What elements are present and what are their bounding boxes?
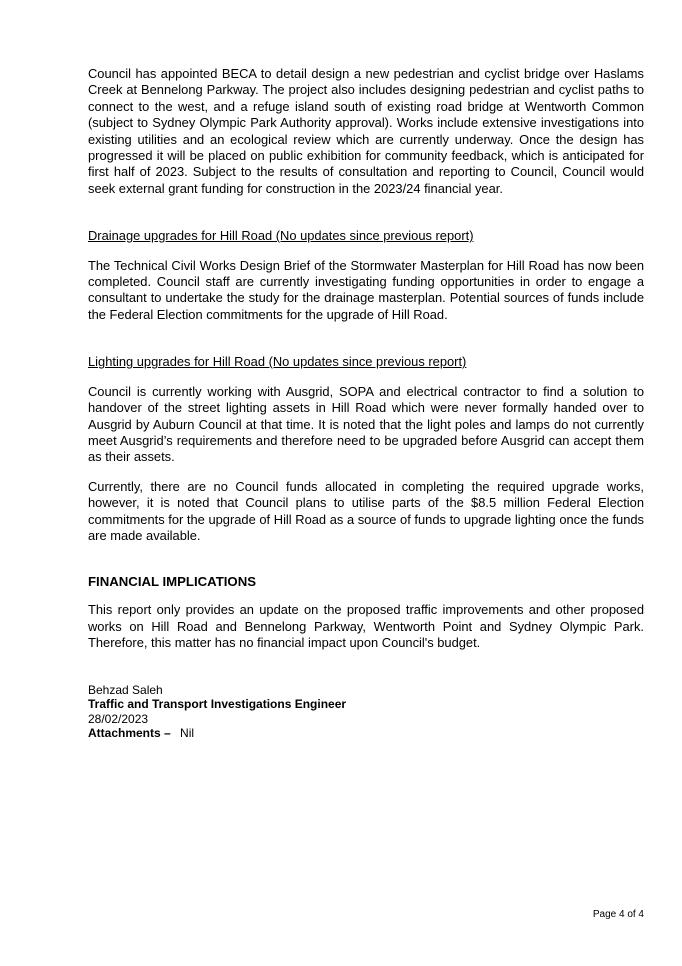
signatory-name: Behzad Saleh <box>88 682 163 697</box>
signature-block <box>88 683 644 741</box>
attachments-value: Nil <box>180 726 195 741</box>
paragraph-drainage: The Technical Civil Works Design Brief of the Stormwater Masterplan for Hill Road has now been completed. Council staff are currently investigating funding opportunities in order to engage a consultant to undertake the study for the drainage masterplan. Potential sources of funds include the Federal Election commitments for the upgrade of Hill Road. <box>88 257 644 322</box>
attachments-line <box>88 726 644 741</box>
page-number: Page 4 of 4 <box>592 909 644 920</box>
section-title-financial: FINANCIAL IMPLICATIONS <box>88 574 257 590</box>
document-page <box>88 66 644 741</box>
attachments-label: Attachments – <box>88 726 171 741</box>
paragraph-financial: This report only provides an update on the proposed traffic improvements and other proposed works on Hill Road and Bennelong Parkway, Wentworth Point and Sydney Olympic Park. Therefore, this matter has no financial impact upon Council's budget. <box>88 602 644 651</box>
report-date: 28/02/2023 <box>88 711 149 726</box>
paragraph-lighting-2: Currently, there are no Council funds allocated in completing the required upgrade works, however, it is noted that Council plans to utilise parts of the $8.5 million Federal Election commitments for the upgrade of Hill Road as a source of funds to upgrade lighting once the funds are made available. <box>88 478 644 543</box>
paragraph-lighting-1: Council is currently working with Ausgrid, SOPA and electrical contractor to find a solution to handover of the street lighting assets in Hill Road which were never formally handed over to Ausgrid by Auburn Council at that time. It is noted that the light poles and lamps do not currently meet Ausgrid’s requirements and therefore need to be upgraded before Ausgrid can accept them as their assets. <box>88 383 644 465</box>
paragraph-beca: Council has appointed BECA to detail design a new pedestrian and cyclist bridge over Haslams Creek at Bennelong Parkway. The project also includes designing pedestrian and cyclist paths to connect to the west, and a refuge island south of existing road bridge at Wentworth Common (subject to Sydney Olympic Park Authority approval). Works include extensive investigations into existing utilities and an ecological review which are currently underway. Once the design has progressed it will be placed on public exhibition for community feedback, which is anticipated for first half of 2023. Subject to the results of consultation and reporting to Council, Council would seek external grant funding for construction in the 2023/24 financial year. <box>88 66 644 196</box>
heading-lighting: Lighting upgrades for Hill Road (No updates since previous report) <box>88 354 467 370</box>
heading-drainage: Drainage upgrades for Hill Road (No updates since previous report) <box>88 228 474 244</box>
signatory-role: Traffic and Transport Investigations Engineer <box>88 697 347 712</box>
